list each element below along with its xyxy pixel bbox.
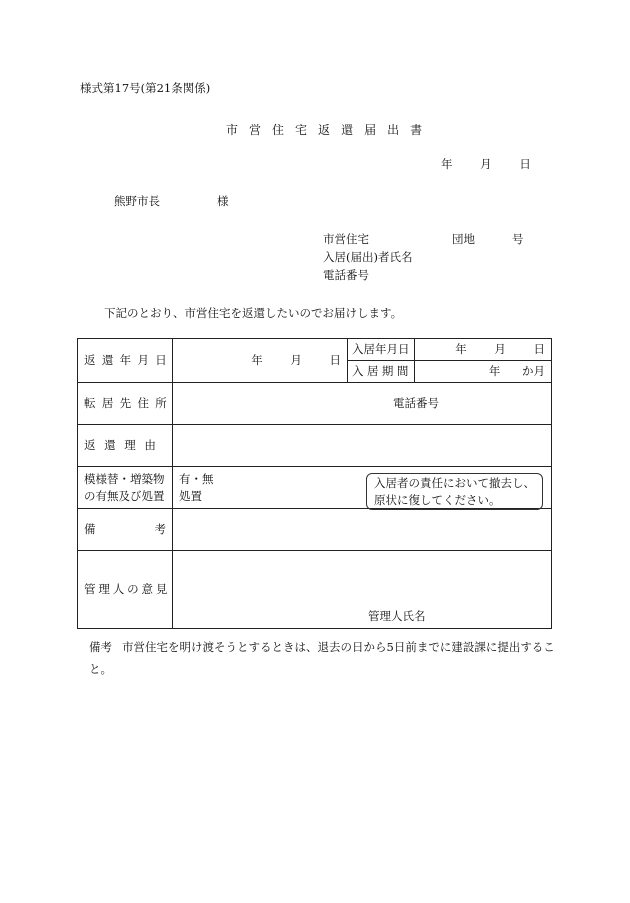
move-in-date-label: 入居年月日 [348, 339, 415, 361]
renovation-note-line1: 入居者の責任において撤去し、 [374, 476, 535, 490]
submission-date [441, 156, 531, 172]
reason-cell[interactable] [173, 425, 552, 467]
reason-label: 返還理由 [78, 425, 173, 467]
move-in-day: 日 [533, 342, 545, 357]
period-year: 年 [488, 364, 501, 379]
new-address-label: 転居先住所 [78, 383, 173, 425]
period-months: か月 [522, 364, 545, 379]
applicant-name-label: 入居(届出)者氏名 [323, 250, 413, 264]
footnote-label: 備考 [89, 640, 112, 654]
date-year: 年 [441, 157, 453, 171]
renovation-choice[interactable]: 有・無 [179, 471, 214, 486]
manager-opinion-label: 管理人の意見 [78, 551, 173, 629]
remarks-label-char2: 考 [154, 522, 166, 537]
applicant-phone-label: 電話番号 [323, 268, 369, 282]
new-address-cell[interactable] [173, 383, 552, 425]
date-month: 月 [480, 157, 492, 171]
addressee-honorific: 様 [217, 194, 229, 208]
renovation-label-line1: 模様替・増築物 [84, 471, 165, 486]
return-date-year: 年 [251, 353, 263, 368]
return-date-value[interactable] [173, 339, 348, 383]
renovation-disposal: 処置 [179, 488, 202, 503]
manager-opinion-cell[interactable] [173, 551, 552, 629]
manager-name-label: 管理人氏名 [368, 609, 426, 624]
intro-text: 下記のとおり、市営住宅を返還したいのでお届けします。 [104, 306, 403, 320]
renovation-note-line2: 原状に復してください。 [374, 492, 501, 507]
return-date-label: 返還年月日 [78, 339, 173, 383]
addressee-name: 熊野市長 [114, 194, 160, 208]
period-value[interactable] [415, 361, 552, 383]
applicant-go: 号 [512, 232, 524, 246]
applicant-housing-label: 市営住宅 [323, 232, 369, 246]
footnote [89, 637, 559, 681]
date-day: 日 [519, 157, 531, 171]
move-in-year: 年 [455, 342, 467, 357]
move-in-month: 月 [494, 342, 506, 357]
renovation-label-line2: の有無及び処置 [84, 488, 165, 503]
period-label: 入居期間 [348, 361, 415, 383]
return-date-month: 月 [290, 353, 302, 368]
form-number: 様式第17号(第21条関係) [80, 81, 211, 95]
remarks-label [78, 509, 173, 551]
return-form-table [77, 338, 552, 629]
move-in-date-value[interactable] [415, 339, 552, 361]
new-phone-label: 電話番号 [393, 396, 439, 411]
remarks-label-char1: 備 [84, 522, 96, 537]
renovation-note [366, 473, 543, 510]
return-date-day: 日 [329, 353, 341, 368]
renovation-label [78, 467, 173, 509]
remarks-cell[interactable] [173, 509, 552, 551]
renovation-cell[interactable] [173, 467, 552, 509]
page-title: 市 営 住 宅 返 還 届 出 書 [226, 123, 426, 137]
applicant-danchi: 団地 [452, 232, 475, 246]
footnote-text: 市営住宅を明け渡そうとするときは、退去の日から5日前までに建設課に提出すること。 [89, 640, 555, 676]
